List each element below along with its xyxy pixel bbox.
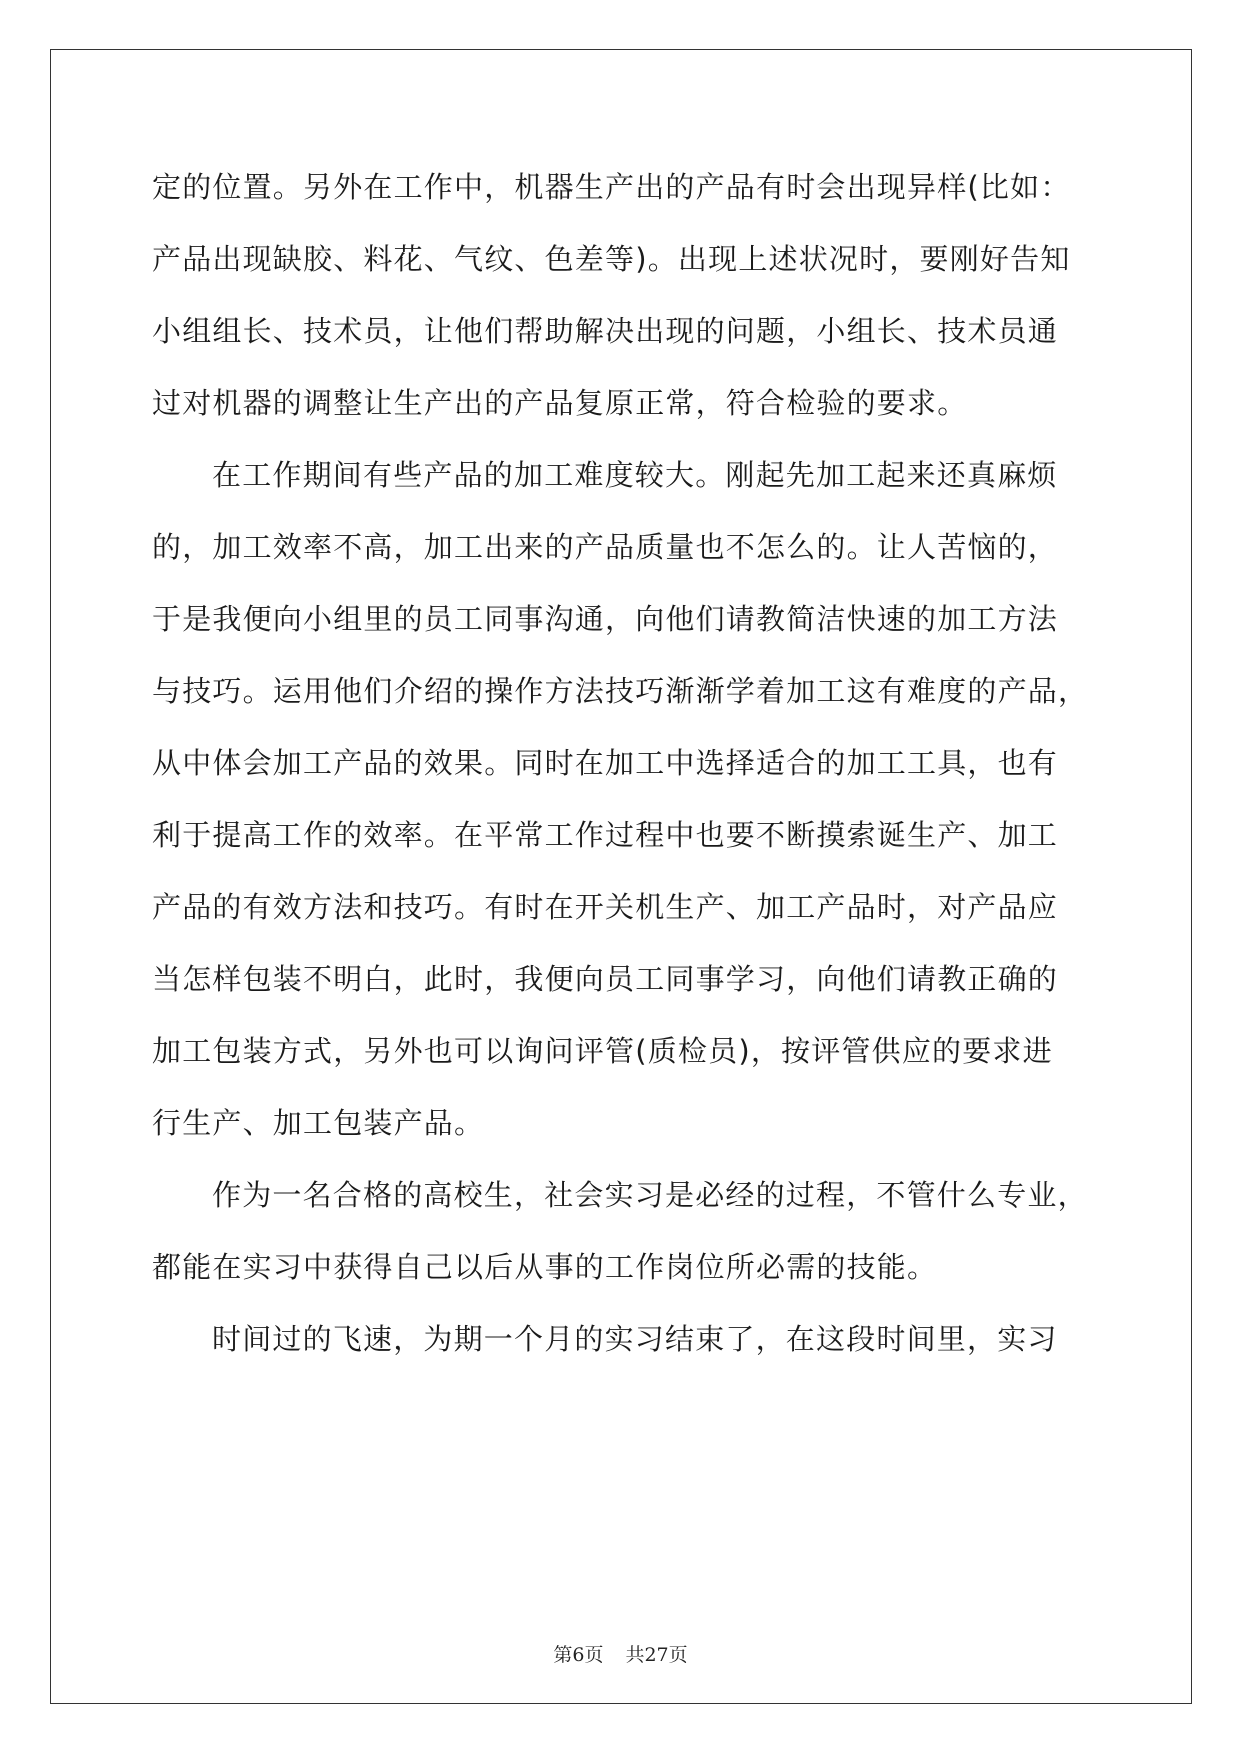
text-line: 产品出现缺胶、料花、气纹、色差等)。出现上述状况时，要刚好告知 (152, 242, 1071, 276)
paragraph-first-line: 时间过的飞速，为期一个月的实习结束了，在这段时间里，实习 (212, 1322, 1058, 1356)
total-page-count: 共27页 (625, 1644, 688, 1666)
text-line: 从中体会加工产品的效果。同时在加工中选择适合的加工工具，也有 (152, 746, 1059, 780)
paragraph-first-line: 在工作期间有些产品的加工难度较大。刚起先加工起来还真麻烦 (212, 458, 1058, 492)
text-line: 的，加工效率不高，加工出来的产品质量也不怎么的。让人苦恼的， (152, 530, 1059, 564)
text-line: 当怎样包装不明白，此时，我便向员工同事学习，向他们请教正确的 (152, 962, 1059, 996)
text-line: 加工包装方式，另外也可以询问评管(质检员)，按评管供应的要求进 (152, 1034, 1053, 1068)
text-line: 与技巧。运用他们介绍的操作方法技巧渐渐学着加工这有难度的产品， (152, 674, 1089, 708)
text-line: 行生产、加工包装产品。 (152, 1106, 485, 1140)
text-line: 产品的有效方法和技巧。有时在开关机生产、加工产品时，对产品应 (152, 890, 1059, 924)
text-line: 利于提高工作的效率。在平常工作过程中也要不断摸索诞生产、加工 (152, 818, 1059, 852)
text-line: 于是我便向小组里的员工同事沟通，向他们请教简洁快速的加工方法 (152, 602, 1059, 636)
text-line: 都能在实习中获得自己以后从事的工作岗位所必需的技能。 (152, 1250, 938, 1284)
text-line: 小组组长、技术员，让他们帮助解决出现的问题，小组长、技术员通 (152, 314, 1059, 348)
paragraph-first-line: 作为一名合格的高校生，社会实习是必经的过程，不管什么专业， (212, 1178, 1088, 1212)
page-footer (0, 1640, 1241, 1667)
text-line: 定的位置。另外在工作中，机器生产出的产品有时会出现异样(比如： (152, 170, 1071, 204)
current-page-number: 第6页 (553, 1644, 604, 1666)
text-line: 过对机器的调整让生产出的产品复原正常，符合检验的要求。 (152, 386, 968, 420)
page-border (50, 49, 1192, 1704)
